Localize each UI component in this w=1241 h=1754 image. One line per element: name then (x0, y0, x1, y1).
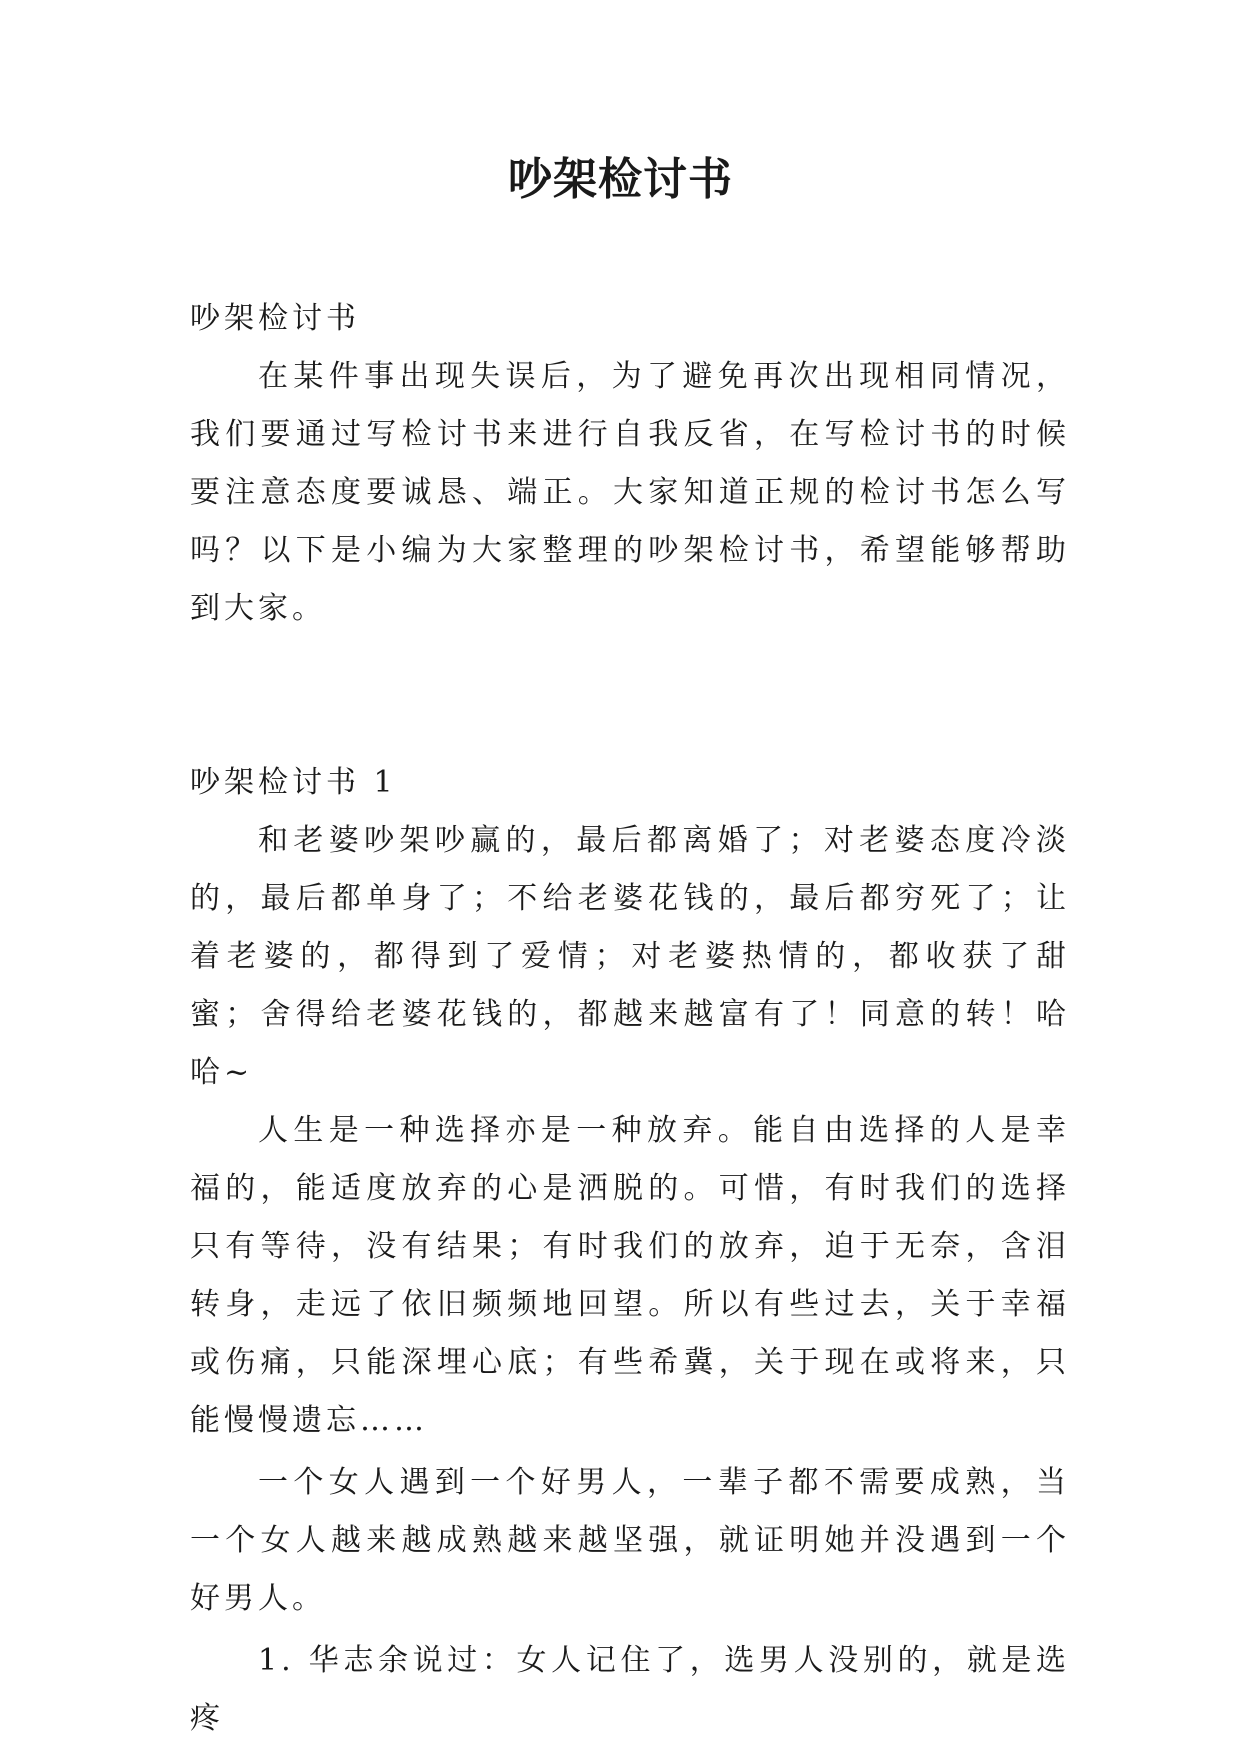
intro-heading: 吵架检讨书 (190, 301, 360, 336)
document-title: 吵架检讨书 (508, 154, 733, 205)
document-body (190, 290, 1070, 1748)
section1-heading: 吵架检讨书 1 (190, 765, 397, 800)
section-spacer (190, 638, 1070, 754)
section1-paragraph-1: 和老婆吵架吵赢的，最后都离婚了；对老婆态度冷淡的，最后都单身了；不给老婆花钱的，最后都穷死了；让着老婆的，都得到了爱情；对老婆热情的，都收获了甜蜜；舍得给老婆花钱的，都越来越富有了！同意的转！哈哈~ (190, 823, 1070, 1090)
intro-paragraph: 在某件事出现失误后，为了避免再次出现相同情况，我们要通过写检讨书来进行自我反省，在写检讨书的时候要注意态度要诚恳、端正。大家知道正规的检讨书怎么写吗？以下是小编为大家整理的吵架检讨书，希望能够帮助到大家。 (190, 359, 1070, 626)
section1-paragraph-3: 一个女人遇到一个好男人，一辈子都不需要成熟，当一个女人越来越成熟越来越坚强，就证明她并没遇到一个好男人。 (190, 1465, 1070, 1616)
section1-paragraph-4: 1. 华志余说过：女人记住了，选男人没别的，就是选疼 (190, 1643, 1070, 1736)
section1-paragraph-2: 人生是一种选择亦是一种放弃。能自由选择的人是幸福的，能适度放弃的心是洒脱的。可惜，有时我们的选择只有等待，没有结果；有时我们的放弃，迫于无奈，含泪转身，走远了依旧频频地回望。所以有些过去，关于幸福或伤痛，只能深埋心底；有些希冀，关于现在或将来，只能慢慢遗忘…… (190, 1113, 1070, 1438)
